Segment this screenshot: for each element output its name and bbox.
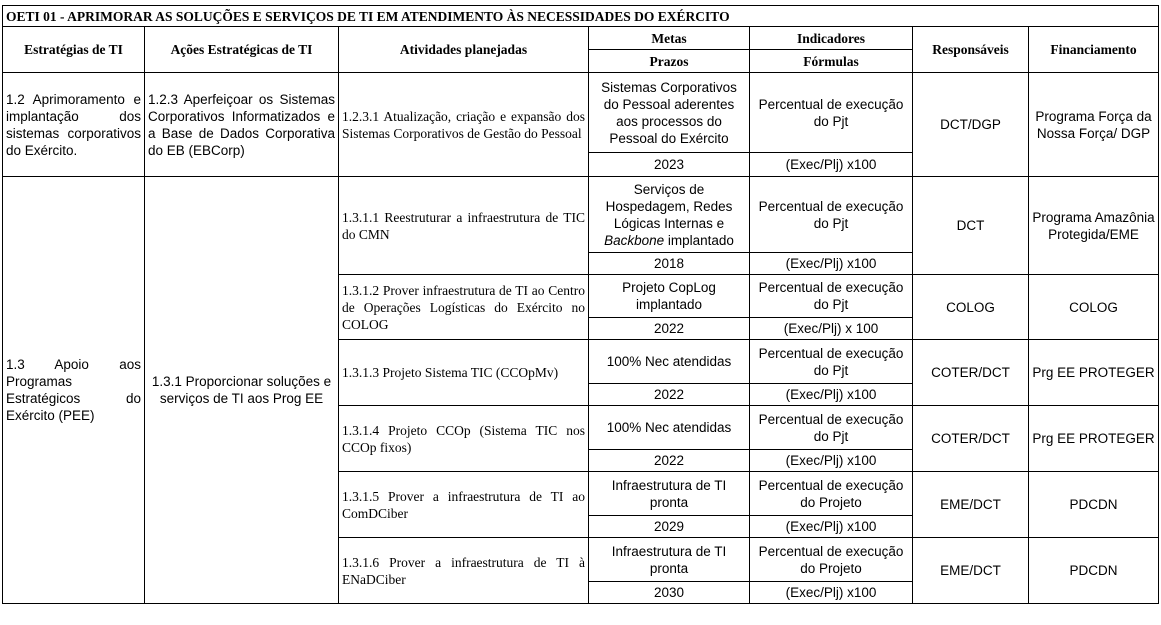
indicador-cell: Percentual de execução do Projeto bbox=[750, 538, 913, 582]
formula-cell: (Exec/Plj) x100 bbox=[750, 516, 913, 538]
meta-cell: 100% Nec atendidas bbox=[589, 406, 750, 450]
meta-text-end: implantado bbox=[664, 232, 734, 248]
atividade-cell: 1.3.1.5 Prover a infraestrutura de TI ao ComDCiber bbox=[339, 472, 589, 538]
prazo-cell: 2018 bbox=[589, 253, 750, 275]
atividade-cell: 1.3.1.1 Reestruturar a infraestrutura de TIC do CMN bbox=[339, 177, 589, 275]
responsavel-cell: COTER/DCT bbox=[913, 340, 1029, 406]
responsavel-cell: DCT/DGP bbox=[913, 73, 1029, 177]
prazo-cell: 2023 bbox=[589, 153, 750, 177]
indicador-cell: Percentual de execução do Pjt bbox=[750, 275, 913, 318]
prazo-cell: 2030 bbox=[589, 582, 750, 604]
header-formulas: Fórmulas bbox=[750, 50, 913, 73]
atividade-cell: 1.3.1.4 Projeto CCOp (Sistema TIC nos CCOp fixos) bbox=[339, 406, 589, 472]
indicador-cell: Percentual de execução do Pjt bbox=[750, 406, 913, 450]
meta-cell: Infraestrutura de TI pronta bbox=[589, 538, 750, 582]
financiamento-cell: Prg EE PROTEGER bbox=[1029, 340, 1159, 406]
header-atividades: Atividades planejadas bbox=[339, 27, 589, 73]
header-prazos: Prazos bbox=[589, 50, 750, 73]
prazo-cell: 2022 bbox=[589, 450, 750, 472]
atividade-cell: 1.3.1.6 Prover a infraestrutura de TI à ENaDCiber bbox=[339, 538, 589, 604]
atividade-cell: 1.2.3.1 Atualização, criação e expansão dos Sistemas Corporativos de Gestão do Pessoal bbox=[339, 73, 589, 177]
formula-cell: (Exec/Plj) x100 bbox=[750, 450, 913, 472]
meta-cell: Infraestrutura de TI pronta bbox=[589, 472, 750, 516]
meta-cell bbox=[589, 177, 750, 253]
header-financiamento: Financiamento bbox=[1029, 27, 1159, 73]
financiamento-cell: PDCDN bbox=[1029, 538, 1159, 604]
table-title: OETI 01 - APRIMORAR AS SOLUÇÕES E SERVIÇOS DE TI EM ATENDIMENTO ÀS NECESSIDADES DO EXÉRCITO bbox=[3, 6, 1159, 27]
financiamento-cell: COLOG bbox=[1029, 275, 1159, 340]
meta-cell: Sistemas Corporativos do Pessoal aderentes aos processos do Pessoal do Exército bbox=[589, 73, 750, 153]
formula-cell: (Exec/Plj) x100 bbox=[750, 253, 913, 275]
header-responsaveis: Responsáveis bbox=[913, 27, 1029, 73]
acao-cell: 1.3.1 Proporcionar soluções e serviços de TI aos Prog EE bbox=[145, 177, 339, 604]
formula-cell: (Exec/Plj) x100 bbox=[750, 384, 913, 406]
indicador-cell: Percentual de execução do Pjt bbox=[750, 73, 913, 153]
header-acoes: Ações Estratégicas de TI bbox=[145, 27, 339, 73]
header-estrategias: Estratégias de TI bbox=[3, 27, 145, 73]
responsavel-cell: COLOG bbox=[913, 275, 1029, 340]
estrategia-cell: 1.2 Aprimoramento e implantação dos sistemas corporativos do Exército. bbox=[3, 73, 145, 177]
meta-text: Serviços de Hospedagem, Redes Lógicas Internas e bbox=[605, 181, 733, 231]
responsavel-cell: COTER/DCT bbox=[913, 406, 1029, 472]
header-metas: Metas bbox=[589, 27, 750, 50]
meta-cell: Projeto CopLog implantado bbox=[589, 275, 750, 318]
oeti-table bbox=[2, 5, 1159, 604]
prazo-cell: 2029 bbox=[589, 516, 750, 538]
prazo-cell: 2022 bbox=[589, 384, 750, 406]
responsavel-cell: DCT bbox=[913, 177, 1029, 275]
responsavel-cell: EME/DCT bbox=[913, 472, 1029, 538]
header-indicadores: Indicadores bbox=[750, 27, 913, 50]
acao-cell: 1.2.3 Aperfeiçoar os Sistemas Corporativos Informatizados e a Base de Dados Corporativa do EB (EBCorp) bbox=[145, 73, 339, 177]
indicador-cell: Percentual de execução do Pjt bbox=[750, 177, 913, 253]
responsavel-cell: EME/DCT bbox=[913, 538, 1029, 604]
financiamento-cell: Programa Força da Nossa Força/ DGP bbox=[1029, 73, 1159, 177]
meta-cell: 100% Nec atendidas bbox=[589, 340, 750, 384]
meta-italic-text: Backbone bbox=[604, 232, 665, 248]
atividade-cell: 1.3.1.3 Projeto Sistema TIC (CCOpMv) bbox=[339, 340, 589, 406]
formula-cell: (Exec/Plj) x 100 bbox=[750, 318, 913, 340]
financiamento-cell: Prg EE PROTEGER bbox=[1029, 406, 1159, 472]
atividade-cell: 1.3.1.2 Prover infraestrutura de TI ao Centro de Operações Logísticas do Exército no COLOG bbox=[339, 275, 589, 340]
indicador-cell: Percentual de execução do Pjt bbox=[750, 340, 913, 384]
formula-cell: (Exec/Plj) x100 bbox=[750, 582, 913, 604]
indicador-cell: Percentual de execução do Projeto bbox=[750, 472, 913, 516]
estrategia-cell: 1.3 Apoio aos Programas Estratégicos do Exército (PEE) bbox=[3, 177, 145, 604]
financiamento-cell: Programa Amazônia Protegida/EME bbox=[1029, 177, 1159, 275]
financiamento-cell: PDCDN bbox=[1029, 472, 1159, 538]
prazo-cell: 2022 bbox=[589, 318, 750, 340]
formula-cell: (Exec/Plj) x100 bbox=[750, 153, 913, 177]
